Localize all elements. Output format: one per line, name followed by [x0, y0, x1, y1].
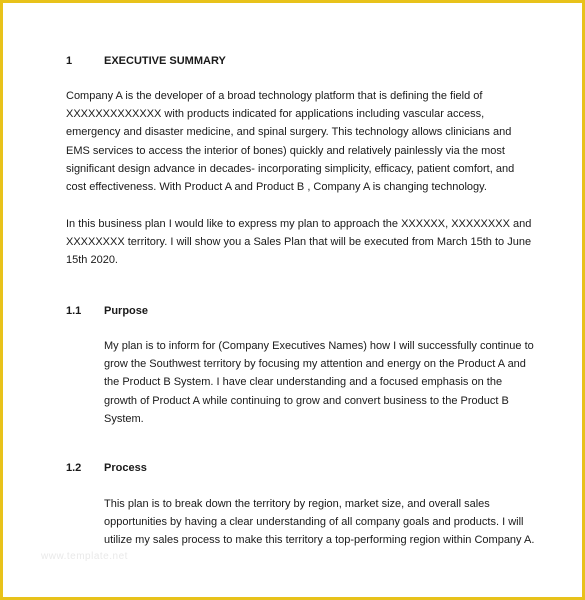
text-line: cost effectiveness. With Product A and Product B , Company A is changing technology. — [66, 180, 487, 193]
text-line: In this business plan I would like to express my plan to approach the XXXXXX, XXXXXXXX and — [66, 218, 532, 230]
subsection-number: 1.2 — [66, 462, 82, 474]
text-line: opportunities by having a clear understanding of all company goals and products. I will — [104, 516, 524, 529]
text-line: 15th 2020. — [66, 254, 118, 267]
watermark: www.template.net — [41, 551, 128, 562]
text-line: XXXXXXXX territory. I will show you a Sales Plan that will be executed from March 15th to June — [66, 236, 532, 249]
text-line: emergency and disaster medicine, and spinal surgery. This technology allows clinicians and — [66, 126, 512, 139]
summary-paragraph — [66, 87, 514, 196]
process-paragraph — [104, 495, 534, 550]
purpose-paragraph — [104, 337, 534, 428]
section-title: EXECUTIVE SUMMARY — [104, 55, 226, 67]
text-line: My plan is to inform for (Company Executives Names) how I will successfully continue to — [104, 340, 534, 352]
text-line: EMS services to access the interior of bones) quickly and relatively painlessly via the most — [66, 144, 505, 157]
text-line: significant design advance in decades- incorporating simplicity, efficacy, patient comfort, and — [66, 162, 515, 175]
text-line: System. — [104, 412, 144, 425]
text-line: growth of Product A while continuing to grow and convert business to the Product B — [104, 394, 509, 407]
document-page — [3, 3, 582, 597]
text-line: XXXXXXXXXXXXX with products indicated for applications including vascular access, — [66, 108, 485, 121]
text-line: This plan is to break down the territory by region, market size, and overall sales — [104, 498, 490, 510]
subsection-number: 1.1 — [66, 305, 82, 317]
subsection-title-purpose: Purpose — [104, 305, 149, 317]
document-body — [3, 3, 582, 597]
text-line: Company A is the developer of a broad technology platform that is defining the field of — [66, 90, 483, 102]
business-plan-paragraph — [66, 215, 531, 270]
section-number: 1 — [66, 55, 73, 67]
subsection-title-process: Process — [104, 462, 147, 474]
text-line: utilize my sales process to make this territory a top-performing region within Company A. — [104, 534, 535, 547]
text-line: the Product B System. I have clear understanding and a focused emphasis on the — [104, 376, 503, 389]
text-line: grow the Southwest territory by focusing my attention and energy on the Product A and — [104, 358, 526, 371]
